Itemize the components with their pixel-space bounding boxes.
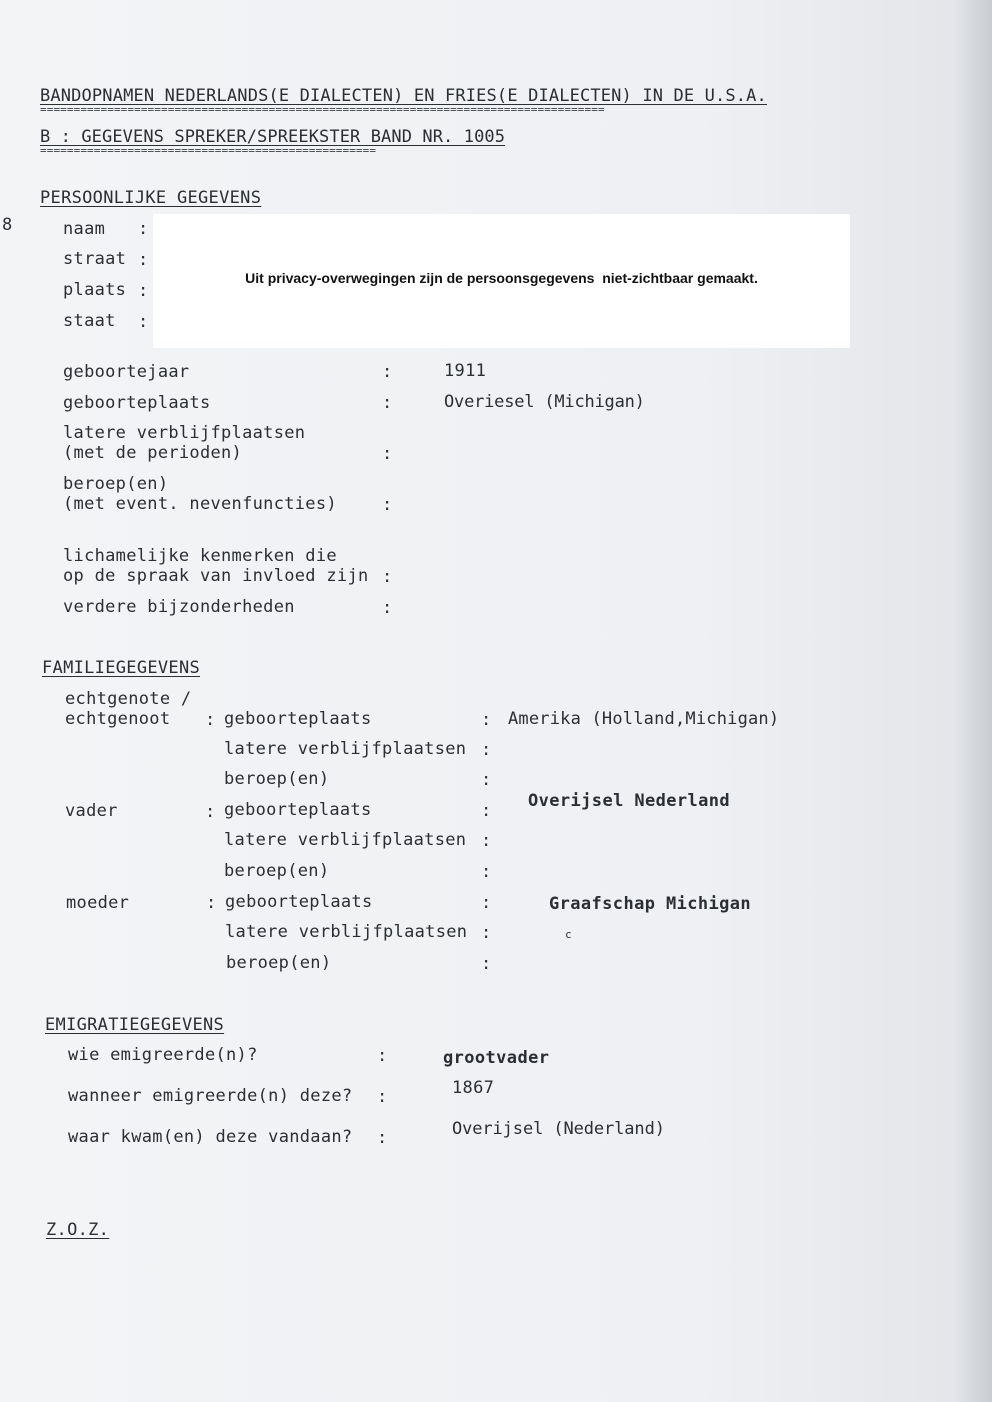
waar-colon: : — [377, 1128, 388, 1148]
mother-geboorteplaats-value: Graafschap Michigan — [549, 894, 752, 914]
father-label: vader — [65, 801, 118, 821]
mother-geboorteplaats-label: geboorteplaats — [225, 892, 373, 912]
plaats-colon: : — [138, 281, 149, 301]
waar-label: waar kwam(en) deze vandaan? — [68, 1127, 353, 1147]
father-geboorteplaats-label: geboorteplaats — [224, 800, 372, 820]
emigration-heading: EMIGRATIEGEGEVENS — [45, 1015, 225, 1035]
geboorteplaats-label: geboorteplaats — [63, 393, 211, 413]
spouse-colon: : — [205, 710, 216, 730]
mother-latere-label: latere verblijfplaatsen — [225, 922, 468, 942]
father-geboorteplaats-colon: : — [481, 801, 492, 821]
geboortejaar-value: 1911 — [444, 361, 487, 381]
family-heading: FAMILIEGEGEVENS — [42, 658, 201, 678]
staat-colon: : — [138, 312, 149, 332]
margin-number: 8 — [2, 215, 13, 235]
mother-latere-value: c — [565, 928, 572, 941]
beroep-label-line2: (met event. nevenfuncties) — [63, 494, 337, 514]
straat-colon: : — [138, 250, 149, 270]
plaats-label: plaats — [63, 280, 127, 300]
mother-beroep-colon: : — [481, 954, 492, 974]
father-beroep-label: beroep(en) — [224, 861, 330, 881]
latere-label-line2: (met de perioden) — [63, 443, 243, 463]
spouse-geboorteplaats-colon: : — [481, 710, 492, 730]
mother-geboorteplaats-colon: : — [481, 893, 492, 913]
geboorteplaats-colon: : — [382, 393, 393, 413]
father-latere-colon: : — [481, 831, 492, 851]
lichamelijke-label-line1: lichamelijke kenmerken die — [63, 546, 337, 566]
latere-colon: : — [382, 444, 393, 464]
wie-label: wie emigreerde(n)? — [68, 1045, 258, 1065]
latere-label-line1: latere verblijfplaatsen — [63, 423, 306, 443]
lichamelijke-label-line2: op de spraak van invloed zijn — [63, 566, 369, 586]
geboortejaar-colon: : — [382, 362, 393, 382]
mother-beroep-label: beroep(en) — [226, 953, 332, 973]
privacy-notice: Uit privacy-overwegingen zijn de persoonsgegevens niet-zichtbaar gemaakt. — [245, 270, 758, 286]
document-title: BANDOPNAMEN NEDERLANDS(E DIALECTEN) EN FRIES(E DIALECTEN) IN DE U.S.A. — [40, 86, 767, 106]
spouse-latere-label: latere verblijfplaatsen — [224, 739, 467, 759]
waar-value: Overijsel (Nederland) — [452, 1119, 665, 1139]
wanneer-label: wanneer emigreerde(n) deze? — [68, 1086, 353, 1106]
wie-value: grootvader — [443, 1048, 550, 1068]
spouse-geboorteplaats-label: geboorteplaats — [224, 709, 372, 729]
straat-label: straat — [63, 249, 127, 269]
personal-heading: PERSOONLIJKE GEGEVENS — [40, 188, 262, 208]
mother-label: moeder — [66, 893, 130, 913]
spouse-latere-colon: : — [481, 740, 492, 760]
spouse-beroep-colon: : — [481, 770, 492, 790]
father-latere-label: latere verblijfplaatsen — [224, 830, 467, 850]
verdere-colon: : — [382, 598, 393, 618]
verdere-label: verdere bijzonderheden — [63, 597, 295, 617]
mother-latere-colon: : — [481, 923, 492, 943]
wanneer-colon: : — [377, 1087, 388, 1107]
spouse-geboorteplaats-value: Amerika (Holland,Michigan) — [508, 709, 780, 729]
geboortejaar-label: geboortejaar — [63, 362, 190, 382]
beroep-colon: : — [382, 495, 393, 515]
wanneer-value: 1867 — [452, 1078, 495, 1098]
subtitle-double-rule: ================================================== — [40, 145, 377, 156]
spouse-label-line1: echtgenote / — [65, 689, 192, 709]
mother-colon: : — [206, 893, 217, 913]
privacy-redaction-box — [153, 214, 850, 348]
wie-colon: : — [377, 1046, 388, 1066]
geboorteplaats-value: Overiesel (Michigan) — [444, 392, 645, 412]
naam-label: naam — [63, 219, 106, 239]
naam-colon: : — [138, 219, 149, 239]
zoz-footer: Z.O.Z. — [46, 1220, 110, 1240]
lichamelijke-colon: : — [382, 567, 393, 587]
document-subtitle: B : GEGEVENS SPREKER/SPREEKSTER BAND NR. 1005 — [40, 127, 506, 147]
father-colon: : — [205, 802, 216, 822]
title-double-rule: ==================================================================================== — [40, 104, 605, 115]
staat-label: staat — [63, 311, 116, 331]
beroep-label-line1: beroep(en) — [63, 474, 169, 494]
father-geboorteplaats-value: Overijsel Nederland — [528, 791, 731, 811]
spouse-beroep-label: beroep(en) — [224, 769, 330, 789]
father-beroep-colon: : — [481, 862, 492, 882]
spouse-label-line2: echtgenoot — [65, 709, 171, 729]
